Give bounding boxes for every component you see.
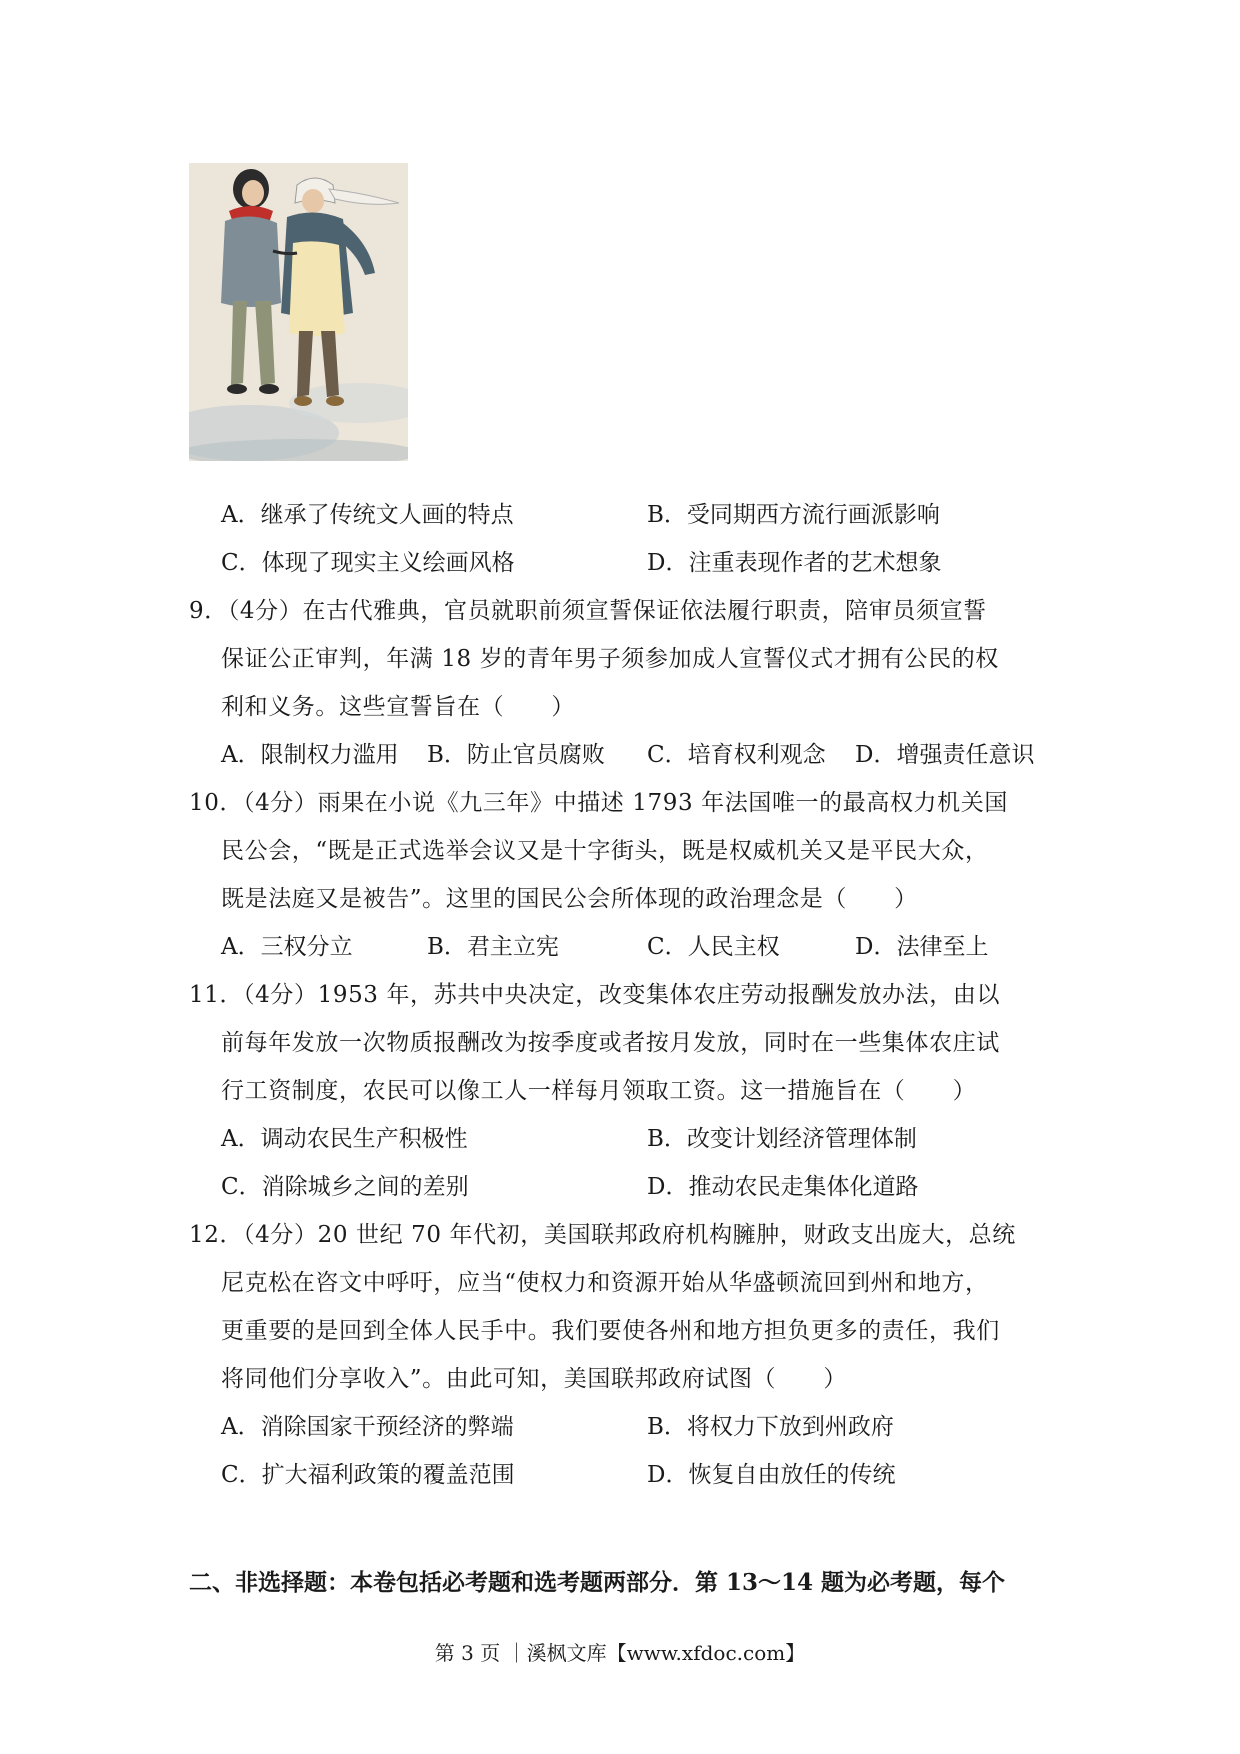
q11-option-c: C．消除城乡之间的差别	[221, 1174, 469, 1200]
q11-stem-line-2: 前每年发放一次物质报酬改为按季度或者按月发放，同时在一些集体农庄试	[221, 1030, 1000, 1056]
q10-stem-line-3: 既是法庭又是被告”。这里的国民公会所体现的政治理念是（ ）	[221, 886, 918, 912]
q9-option-c: C．培育权利观念	[647, 742, 826, 768]
q10-option-c: C．人民主权	[647, 934, 780, 960]
q9-option-b: B．防止官员腐败	[427, 742, 605, 768]
q8-option-a: A．继承了传统文人画的特点	[221, 502, 514, 528]
q9-stem-line-3: 利和义务。这些宣誓旨在（ ）	[221, 694, 575, 720]
q10-option-a: A．三权分立	[221, 934, 353, 960]
q12-option-a: A．消除国家干预经济的弊端	[221, 1414, 514, 1440]
q9-stem-line-2: 保证公正审判，年满 18 岁的青年男子须参加成人宣誓仪式才拥有公民的权	[221, 646, 999, 672]
q8-option-d: D．注重表现作者的艺术想象	[647, 550, 942, 576]
q11-option-a: A．调动农民生产积极性	[221, 1126, 468, 1152]
q12-stem-line-4: 将同他们分享收入”。由此可知，美国联邦政府试图（ ）	[221, 1366, 847, 1392]
q8-option-b: B．受同期西方流行画派影响	[647, 502, 940, 528]
q12-option-d: D．恢复自由放任的传统	[647, 1462, 896, 1488]
q11-option-b: B．改变计划经济管理体制	[647, 1126, 917, 1152]
q12-option-c: C．扩大福利政策的覆盖范围	[221, 1462, 515, 1488]
painting-illustration	[189, 163, 408, 461]
q12-stem-line-1: 12．（4分）20 世纪 70 年代初，美国联邦政府机构臃肿，财政支出庞大，总统	[189, 1222, 1016, 1248]
section-2-title: 二、非选择题：本卷包括必考题和选考题两部分．第 13～14 题为必考题，每个	[189, 1569, 1006, 1596]
q9-option-d: D．增强责任意识	[855, 742, 1035, 768]
q9-stem-line-1: 9．（4分）在古代雅典，官员就职前须宣誓保证依法履行职责，陪审员须宣誓	[189, 598, 987, 624]
q10-stem-line-1: 10．（4分）雨果在小说《九三年》中描述 1793 年法国唯一的最高权力机关国	[189, 790, 1008, 816]
q12-stem-line-2: 尼克松在咨文中呼吁，应当“使权力和资源开始从华盛顿流回到州和地方，	[221, 1270, 989, 1296]
q8-option-c: C．体现了现实主义绘画风格	[221, 550, 515, 576]
q10-option-d: D．法律至上	[855, 934, 989, 960]
q12-option-b: B．将权力下放到州政府	[647, 1414, 894, 1440]
q11-stem-line-3: 行工资制度，农民可以像工人一样每月领取工资。这一措施旨在（ ）	[221, 1078, 977, 1104]
q10-stem-line-2: 民公会，“既是正式选举会议又是十字街头，既是权威机关又是平民大众，	[221, 838, 989, 864]
q10-option-b: B．君主立宪	[427, 934, 559, 960]
two-women-painting-icon	[189, 163, 408, 461]
q11-stem-line-1: 11．（4分）1953 年，苏共中央决定，改变集体农庄劳动报酬发放办法，由以	[189, 982, 1001, 1008]
q12-stem-line-3: 更重要的是回到全体人民手中。我们要使各州和地方担负更多的责任，我们	[221, 1318, 1000, 1344]
q11-option-d: D．推动农民走集体化道路	[647, 1174, 919, 1200]
page-footer: 第 3 页 ｜溪枫文库【www.xfdoc.com】	[434, 1641, 806, 1665]
q9-option-a: A．限制权力滥用	[221, 742, 399, 768]
